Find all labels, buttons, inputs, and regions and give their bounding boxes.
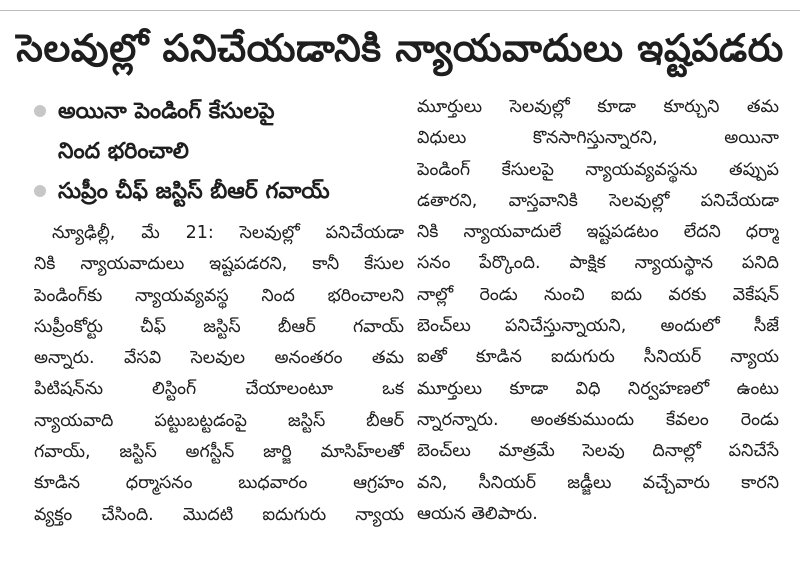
right-column — [417, 92, 779, 530]
bullet-dot-icon — [34, 105, 46, 117]
bullet-line: సుప్రీం చీఫ్ జస్టిస్ బీఆర్ గవాయ్ — [58, 179, 330, 204]
highlight-bullets — [34, 92, 404, 212]
body-line: ఐతో కూడిన ఐదుగురు సీనియర్ న్యాయ — [417, 347, 779, 368]
body-line: కూడిన ధర్మాసనం బుధవారం ఆగ్రహం — [34, 473, 404, 494]
body-line: వ్యక్తం చేసింది. మొదటి ఐదుగురు న్యాయ — [34, 504, 404, 525]
body-line: మూర్తులు కూడా విధి నిర్వహణలో ఉంటు — [417, 378, 779, 399]
bullet-dot-icon — [34, 185, 46, 197]
body-line: న్యాయవాది పట్టుబట్టడంపై జస్టిస్ బీఆర్ — [34, 410, 404, 431]
body-line: డతారని, వాస్తవానికి సెలవుల్లో పనిచేయడా — [417, 190, 779, 211]
body-line: గవాయ్, జస్టిస్ అగస్టీన్ జార్జి మాసిహ్‌లతో — [34, 442, 404, 463]
body-line: నికి న్యాయవాదులే ఇష్టపడటం లేదని ధర్మా — [417, 222, 779, 243]
body-line: పెండింగ్ కేసులపై న్యాయవ్యవస్థను తప్పుప — [417, 159, 779, 180]
body-line: సుప్రీంకోర్టు చీఫ్ జస్టిస్ బీఆర్ గవాయ్ — [34, 316, 404, 337]
body-line: న్నారన్నారు. అంతకుముందు కేవలం రెండు — [417, 409, 779, 430]
headline: సెలవుల్లో పనిచేయడానికి న్యాయవాదులు ఇష్టపడరు — [16, 26, 784, 70]
body-text-left — [34, 218, 404, 531]
body-line: న్యూఢిల్లీ, మే 21: సెలవుల్లో పనిచేయడా — [52, 223, 404, 243]
body-line: వని, సీనియర్ జడ్జీలు వచ్చేవారు కారని — [417, 472, 779, 493]
body-line: బెంచ్‌లు పనిచేస్తున్నాయని, అందులో సీజే — [417, 316, 779, 337]
body-line: ఆయన తెలిపారు. — [417, 503, 538, 524]
body-line: పెండింగ్‌కు న్యాయవ్యవస్థ నింద భరించాలని — [34, 285, 404, 306]
body-line: సనం పేర్కొంది. పాక్షిక న్యాయస్థాన పనిది — [417, 253, 779, 274]
body-line: పిటిషన్‌ను లిస్టింగ్ చేయాలంటూ ఒక — [34, 379, 404, 400]
body-line: నికి న్యాయవాదులు ఇష్టపడరని, కానీ కేసుల — [34, 254, 404, 275]
body-line: నాల్లో రెండు నుంచి ఐదు వరకు వెకేషన్ — [417, 284, 779, 305]
body-line: బెంచ్‌లు మాత్రమే సెలవు దినాల్లో పనిచేసే — [417, 441, 779, 462]
left-column — [34, 92, 404, 531]
bullet-item — [34, 172, 404, 212]
bullet-item — [34, 92, 404, 172]
body-line: అన్నారు. వేసవి సెలవుల అనంతరం తమ — [34, 348, 404, 369]
body-line: విధులు కొనసాగిస్తున్నారని, అయినా — [417, 128, 779, 149]
body-line: మూర్తులు సెలవుల్లో కూడా కూర్చుని తమ — [417, 97, 779, 117]
bullet-line: నింద భరించాలి — [58, 139, 189, 164]
bullet-line: అయినా పెండింగ్ కేసులపై — [58, 99, 275, 124]
top-divider — [0, 10, 800, 11]
